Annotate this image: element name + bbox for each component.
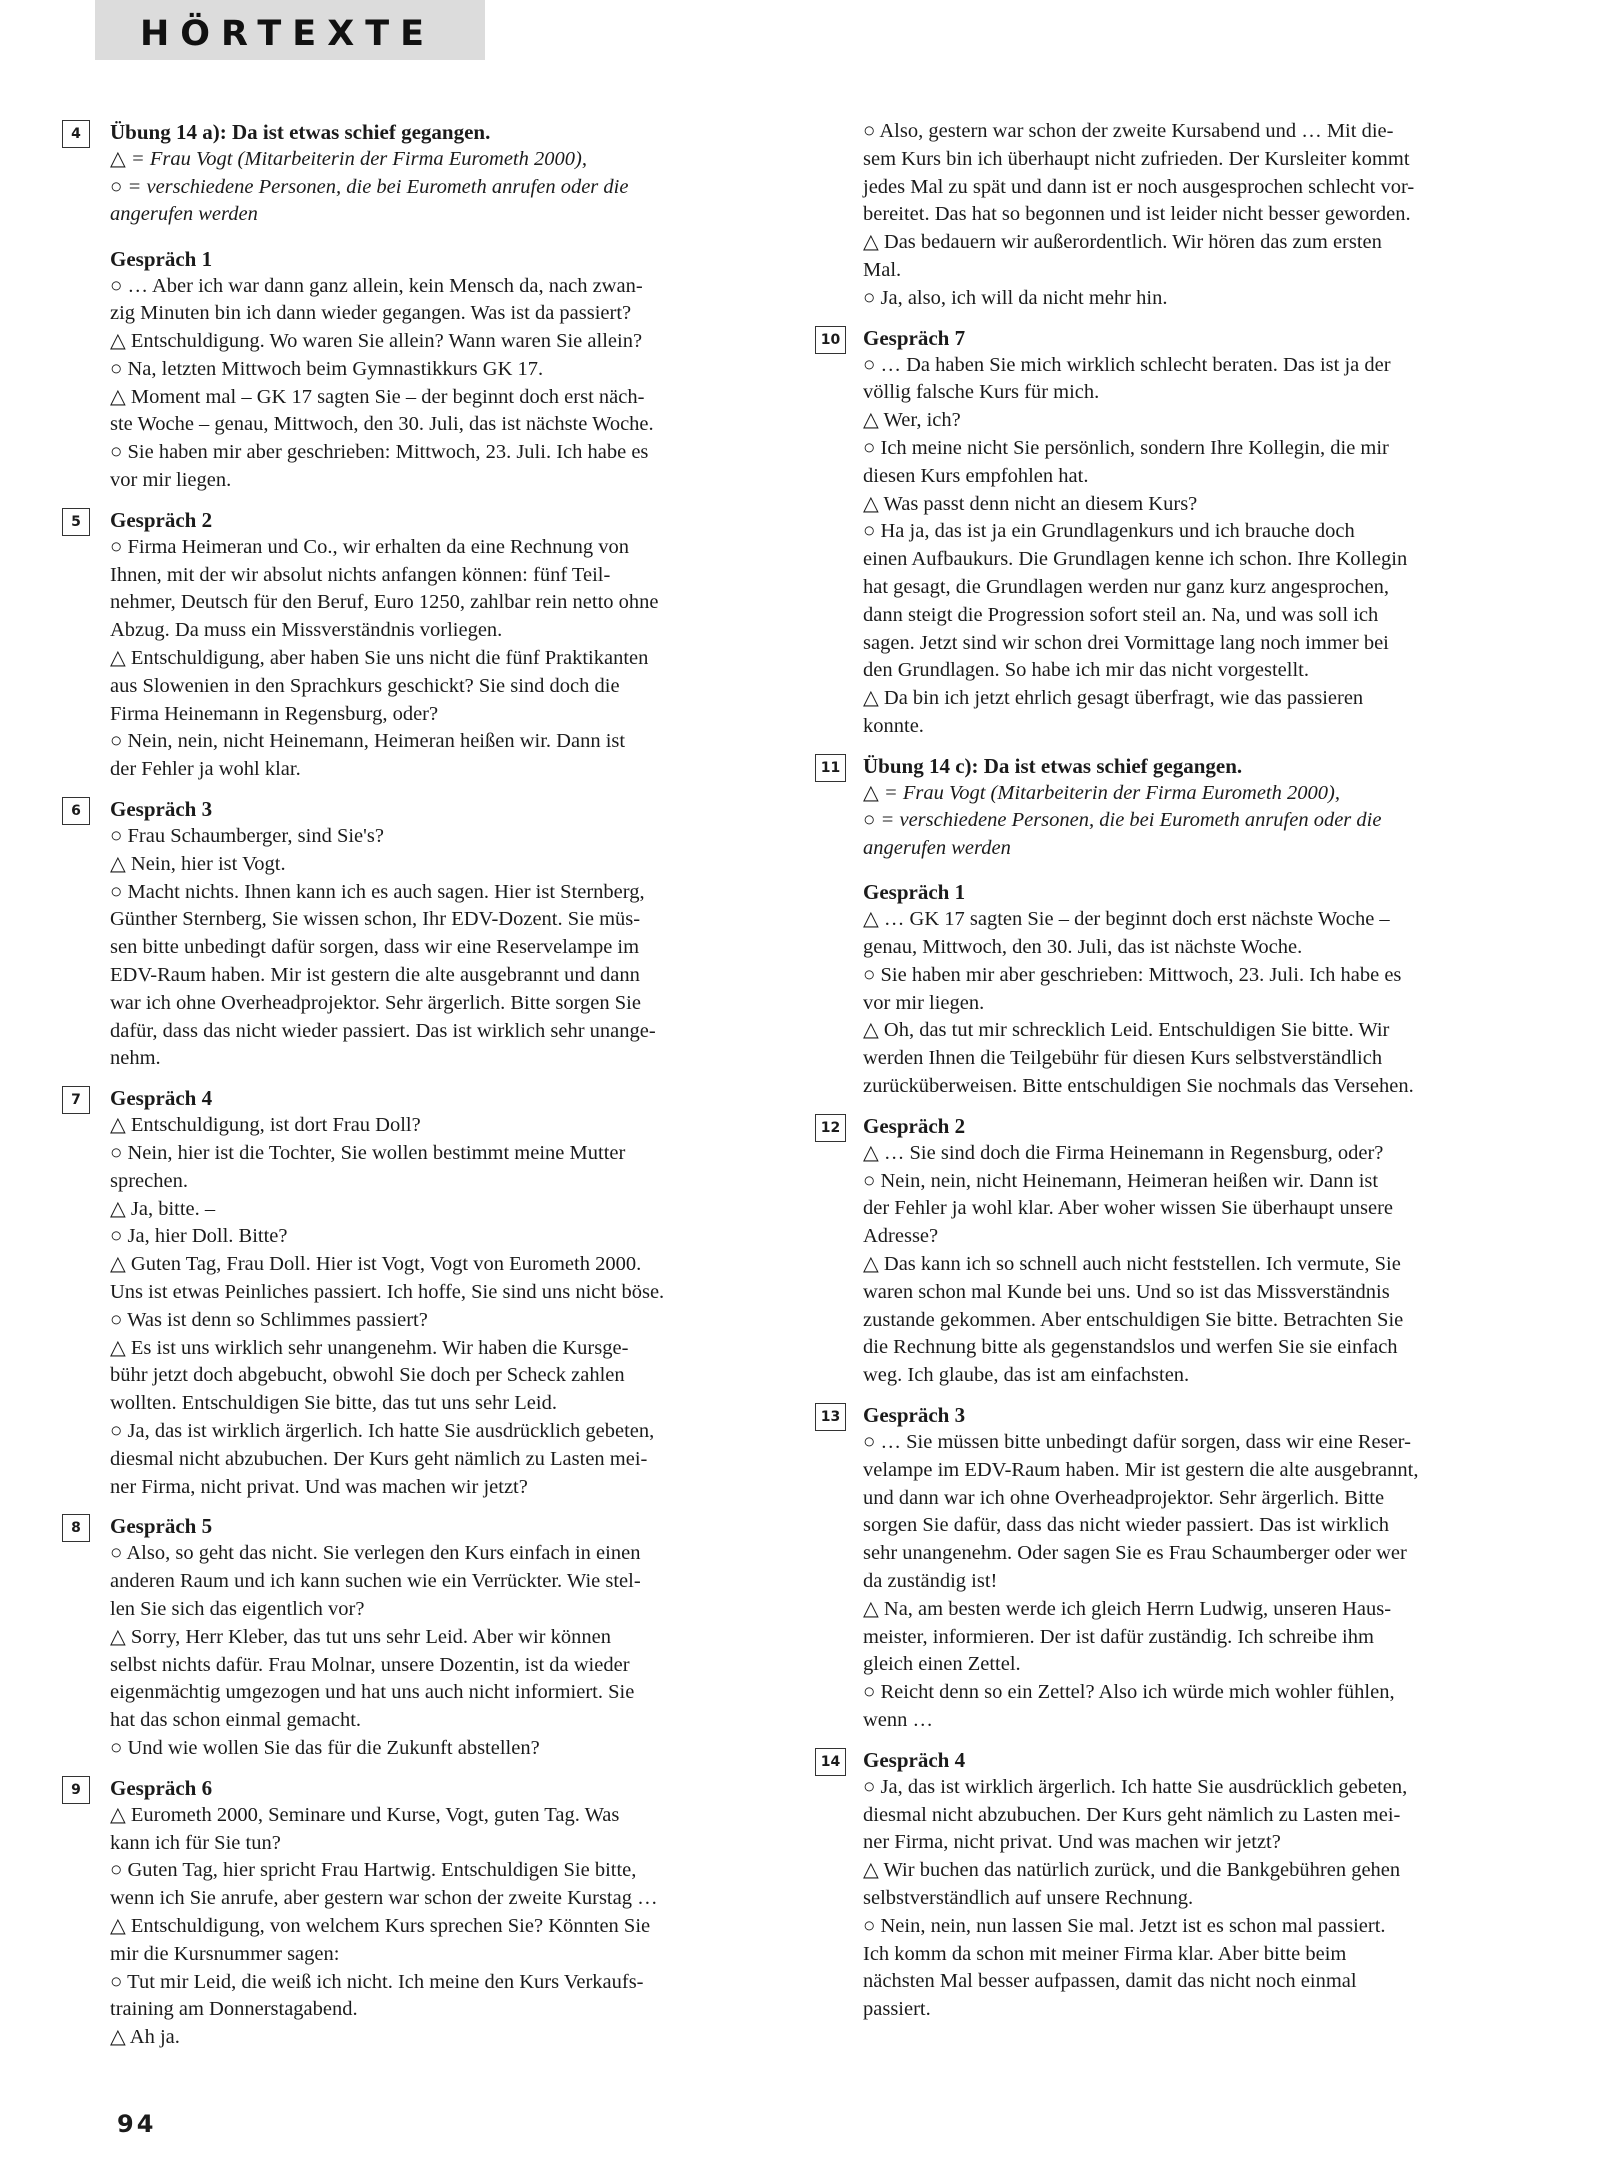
dialogue-line: ○ Nein, nein, nicht Heinemann, Heimeran heißen wir. Dann ist — [110, 730, 626, 753]
dialogue-line: △ Nein, hier ist Vogt. — [110, 852, 286, 875]
dialogue-line: velampe im EDV-Raum haben. Mir ist gestern die alte ausgebrannt, — [863, 1458, 1419, 1481]
block-title: Übung 14 c): Da ist etwas schief gegangen. — [863, 753, 1243, 778]
dialogue-line: einen Aufbaukurs. Die Grundlagen kenne ich schon. Ihre Kollegin — [863, 548, 1408, 571]
dialogue-line: konnte. — [863, 714, 924, 737]
dialogue-line: zig Minuten bin ich dann wieder gegangen. Was ist da passiert? — [110, 302, 632, 325]
dialogue-line: △ Es ist uns wirklich sehr unangenehm. Wir haben die Kursge- — [110, 1336, 629, 1359]
dialogue-line: △ Entschuldigung, ist dort Frau Doll? — [110, 1114, 421, 1137]
dialogue-line: Ich komm da schon mit meiner Firma klar. Aber bitte beim — [863, 1942, 1347, 1965]
dialogue-line: △ Ja, bitte. – — [110, 1197, 216, 1220]
dialogue-block — [815, 324, 1545, 741]
page-number: 94 — [117, 2110, 157, 2138]
dialogue-block — [62, 1084, 794, 1501]
dialogue-line: nehm. — [110, 1047, 161, 1070]
dialogue-line: △ Oh, das tut mir schrecklich Leid. Entschuldigen Sie bitte. Wir — [863, 1019, 1390, 1042]
dialogue-line: △ Wir buchen das natürlich zurück, und die Bankgebühren gehen — [863, 1859, 1401, 1882]
dialogue-line: Ihnen, mit der wir absolut nichts anfangen können: fünf Teil- — [110, 563, 611, 586]
dialogue-line: nächsten Mal besser aufpassen, damit das nicht noch einmal — [863, 1970, 1357, 1993]
dialogue-block — [62, 1512, 794, 1762]
legend-line: ○ = verschiedene Personen, die bei Eurometh anrufen oder die — [863, 809, 1382, 832]
dialogue-line: ○ … Sie müssen bitte unbedingt dafür sorgen, dass wir eine Reser- — [863, 1430, 1411, 1453]
dialogue-line: ○ Tut mir Leid, die weiß ich nicht. Ich meine den Kurs Verkaufs- — [110, 1970, 644, 1993]
dialogue-line: training am Donnerstagabend. — [110, 1998, 358, 2021]
dialogue-line: meister, informieren. Der ist dafür zuständig. Ich schreibe ihm — [863, 1625, 1374, 1648]
track-number: 13 — [815, 1403, 846, 1431]
block-title: Gespräch 6 — [110, 1775, 213, 1800]
dialogue-line: ○ Frau Schaumberger, sind Sie's? — [110, 825, 384, 848]
track-number: 10 — [815, 326, 846, 354]
dialogue-line: △ Entschuldigung, von welchem Kurs sprechen Sie? Könnten Sie — [110, 1914, 651, 1937]
dialogue-line: sem Kurs bin ich überhaupt nicht zufrieden. Der Kursleiter kommt — [863, 147, 1410, 170]
dialogue-line: ○ Macht nichts. Ihnen kann ich es auch sagen. Hier ist Sternberg, — [110, 880, 645, 903]
block-title: Gespräch 7 — [863, 325, 966, 350]
dialogue-line: △ Moment mal – GK 17 sagten Sie – der beginnt doch erst näch- — [110, 385, 645, 408]
dialogue-line: Uns ist etwas Peinliches passiert. Ich hoffe, Sie sind uns nicht böse. — [110, 1281, 665, 1303]
block-title: Gespräch 4 — [110, 1086, 213, 1111]
dialogue-line: △ Eurometh 2000, Seminare und Kurse, Vogt, guten Tag. Was — [110, 1803, 620, 1826]
dialogue-line: der Fehler ja wohl klar. — [110, 758, 301, 781]
dialogue-line: dafür, dass das nicht wieder passiert. Das ist wirklich sehr unange- — [110, 1019, 656, 1042]
dialogue-line: △ Wer, ich? — [863, 409, 961, 432]
dialogue-line: völlig falsche Kurs für mich. — [863, 381, 1100, 404]
dialogue-line: ○ Also, gestern war schon der zweite Kursabend und … Mit die- — [863, 120, 1394, 142]
dialogue-line: len Sie sich das eigentlich vor? — [110, 1597, 365, 1620]
dialogue-block — [815, 752, 1545, 1101]
track-number: 8 — [62, 1514, 90, 1542]
dialogue-line: diesmal nicht abzubuchen. Der Kurs geht nämlich zu Lasten mei- — [110, 1447, 648, 1470]
legend-line: △ = Frau Vogt (Mitarbeiterin der Firma Eurometh 2000), — [110, 148, 587, 170]
dialogue-line: da zuständig ist! — [863, 1569, 998, 1592]
dialogue-line: zustande gekommen. Aber entschuldigen Sie bitte. Betrachten Sie — [863, 1308, 1404, 1331]
dialogue-line: ner Firma, nicht privat. Und was machen wir jetzt? — [863, 1831, 1281, 1854]
dialogue-block — [62, 795, 794, 1073]
speaker-legend — [863, 780, 1545, 863]
dialogue-line: die Rechnung bitte als gegenstandslos und werfen Sie sie einfach — [863, 1336, 1398, 1359]
dialogue-line: Abzug. Da muss ein Missverständnis vorliegen. — [110, 619, 503, 642]
dialogue-line: EDV-Raum haben. Mir ist gestern die alte ausgebrannt und dann — [110, 964, 640, 987]
dialogue-line: ○ Nein, nein, nun lassen Sie mal. Jetzt ist es schon mal passiert. — [863, 1914, 1386, 1937]
dialogue-line: anderen Raum und ich kann suchen wie ein Verrückter. Wie stel- — [110, 1570, 641, 1593]
dialogue-line: sehr unangenehm. Oder sagen Sie es Frau Schaumberger oder wer — [863, 1542, 1407, 1565]
dialogue-line: ○ Nein, hier ist die Tochter, Sie wollen bestimmt meine Mutter — [110, 1142, 626, 1165]
dialogue-line: ○ Ja, das ist wirklich ärgerlich. Ich hatte Sie ausdrücklich gebeten, — [110, 1419, 655, 1442]
dialogue-line: Firma Heinemann in Regensburg, oder? — [110, 702, 439, 725]
dialogue-line: wenn … — [863, 1708, 934, 1731]
dialogue-line: selbst nichts dafür. Frau Molnar, unsere Dozentin, ist da wieder — [110, 1653, 630, 1676]
track-number: 11 — [815, 754, 846, 782]
dialogue-line: waren schon mal Kunde bei uns. Und so ist das Missverständnis — [863, 1280, 1390, 1303]
dialogue-block — [62, 1774, 794, 2052]
dialogue-line: bühr jetzt doch abgebucht, obwohl Sie doch per Scheck zahlen — [110, 1364, 625, 1387]
dialogue-line: △ Na, am besten werde ich gleich Herrn Ludwig, unseren Haus- — [863, 1597, 1392, 1620]
block-title: Gespräch 3 — [863, 1402, 966, 1427]
dialogue-line: △ Das bedauern wir außerordentlich. Wir hören das zum ersten — [863, 231, 1382, 254]
dialogue-line: ○ Und wie wollen Sie das für die Zukunft abstellen? — [110, 1736, 540, 1759]
dialogue-line: gleich einen Zettel. — [863, 1653, 1021, 1676]
dialogue-line: passiert. — [863, 1998, 931, 2021]
dialogue-line: sorgen Sie dafür, dass das nicht wieder passiert. Das ist wirklich — [863, 1514, 1389, 1537]
dialogue-line: sagen. Jetzt sind wir schon drei Vormittage lang noch immer bei — [863, 631, 1389, 654]
block-title: Gespräch 5 — [110, 1514, 213, 1539]
dialogue-line: △ Ah ja. — [110, 2026, 180, 2049]
dialogue-line: △ Was passt denn nicht an diesem Kurs? — [863, 492, 1198, 515]
dialogue-line: werden Ihnen die Teilgebühr für diesen Kurs selbstverständlich — [863, 1047, 1383, 1070]
dialogue-line: diesen Kurs empfohlen hat. — [863, 464, 1089, 487]
dialogue-line: ○ Sie haben mir aber geschrieben: Mittwoch, 23. Juli. Ich habe es — [110, 441, 649, 464]
dialogue-line: nehmer, Deutsch für den Beruf, Euro 1250, zahlbar rein netto ohne — [110, 591, 659, 614]
dialogue-block — [62, 506, 794, 784]
dialogue-line: ○ … Da haben Sie mich wirklich schlecht beraten. Das ist ja der — [863, 353, 1391, 376]
dialogue-line: den Grundlagen. So habe ich mir das nicht vorgestellt. — [863, 659, 1309, 682]
dialogue-line: ○ Guten Tag, hier spricht Frau Hartwig. Entschuldigen Sie bitte, — [110, 1859, 637, 1882]
dialogue-block — [815, 1746, 1545, 2024]
dialogue-line: Mal. — [863, 258, 902, 281]
dialogue-line: selbstverständlich auf unsere Rechnung. — [863, 1886, 1194, 1909]
dialogue-line: jedes Mal zu spät und dann ist er noch ausgesprochen schlecht vor- — [863, 175, 1415, 198]
block-subtitle: Gespräch 1 — [110, 246, 213, 271]
page-title: HÖRTEXTE — [140, 14, 435, 54]
track-number: 5 — [62, 508, 90, 536]
dialogue-line: der Fehler ja wohl klar. Aber woher wissen Sie überhaupt unsere — [863, 1197, 1394, 1220]
dialogue-line: wenn ich Sie anrufe, aber gestern war schon der zweite Kurstag … — [110, 1887, 658, 1910]
dialogue-block — [815, 1112, 1545, 1390]
track-number: 6 — [62, 797, 90, 825]
dialogue-line: sen bitte unbedingt dafür sorgen, dass wir eine Reservelampe im — [110, 936, 640, 959]
block-title: Gespräch 2 — [110, 507, 213, 532]
dialogue-line: ner Firma, nicht privat. Und was machen wir jetzt? — [110, 1475, 528, 1498]
dialogue-line: ○ Ich meine nicht Sie persönlich, sondern Ihre Kollegin, die mir — [863, 436, 1389, 459]
dialogue-line: und dann war ich ohne Overheadprojektor. Sehr ärgerlich. Bitte — [863, 1486, 1385, 1509]
speaker-legend — [110, 146, 794, 229]
dialogue-line: ○ … Aber ich war dann ganz allein, kein Mensch da, nach zwan- — [110, 274, 643, 297]
track-number: 9 — [62, 1776, 90, 1804]
track-number: 4 — [62, 120, 90, 148]
dialogue-line: ○ Reicht denn so ein Zettel? Also ich würde mich wohler fühlen, — [863, 1681, 1395, 1704]
dialogue-line: bereitet. Das hat so begonnen und ist leider nicht besser geworden. — [863, 203, 1411, 226]
dialogue-line: hat gesagt, die Grundlagen werden nur ganz kurz angesprochen, — [863, 575, 1389, 598]
track-number: 7 — [62, 1086, 90, 1114]
track-number: 14 — [815, 1748, 846, 1776]
dialogue-line: war ich ohne Overheadprojektor. Sehr ärgerlich. Bitte sorgen Sie — [110, 991, 641, 1014]
dialogue-line: △ Entschuldigung, aber haben Sie uns nicht die fünf Praktikanten — [110, 647, 649, 670]
dialogue-line: △ … GK 17 sagten Sie – der beginnt doch erst nächste Woche – — [863, 908, 1390, 931]
dialogue-line: △ … Sie sind doch die Firma Heinemann in Regensburg, oder? — [863, 1141, 1384, 1164]
dialogue-line: △ Das kann ich so schnell auch nicht feststellen. Ich vermute, Sie — [863, 1253, 1401, 1275]
dialogue-line: ○ Na, letzten Mittwoch beim Gymnastikkurs GK 17. — [110, 357, 544, 380]
dialogue-block — [815, 118, 1545, 313]
dialogue-line: aus Slowenien in den Sprachkurs geschickt? Sie sind doch die — [110, 674, 620, 697]
dialogue-line: vor mir liegen. — [863, 991, 985, 1014]
legend-line: ○ = verschiedene Personen, die bei Eurometh anrufen oder die — [110, 175, 629, 198]
dialogue-line: ○ Ja, das ist wirklich ärgerlich. Ich hatte Sie ausdrücklich gebeten, — [863, 1775, 1408, 1798]
dialogue-block — [62, 118, 794, 495]
block-title: Gespräch 3 — [110, 797, 213, 822]
left-column — [62, 118, 794, 2063]
dialogue-line: ○ Nein, nein, nicht Heinemann, Heimeran heißen wir. Dann ist — [863, 1169, 1379, 1192]
legend-line: angerufen werden — [863, 836, 1011, 859]
dialogue-line: dann steigt die Progression sofort steil an. Na, und was soll ich — [863, 603, 1379, 626]
dialogue-line: wollten. Entschuldigen Sie bitte, das tut uns sehr Leid. — [110, 1392, 557, 1415]
track-number: 12 — [815, 1114, 846, 1142]
dialogue-line: ○ Firma Heimeran und Co., wir erhalten da eine Rechnung von — [110, 535, 630, 558]
dialogue-line: zurücküberweisen. Bitte entschuldigen Sie nochmals das Versehen. — [863, 1075, 1414, 1098]
legend-line: △ = Frau Vogt (Mitarbeiterin der Firma Eurometh 2000), — [863, 781, 1340, 804]
dialogue-line: △ Guten Tag, Frau Doll. Hier ist Vogt, Vogt von Eurometh 2000. — [110, 1253, 642, 1276]
legend-line: angerufen werden — [110, 203, 258, 225]
dialogue-line: ○ Was ist denn so Schlimmes passiert? — [110, 1308, 428, 1331]
dialogue-line: ○ Sie haben mir aber geschrieben: Mittwoch, 23. Juli. Ich habe es — [863, 963, 1402, 986]
dialogue-line: Adresse? — [863, 1225, 939, 1248]
dialogue-block — [815, 1401, 1545, 1735]
block-title: Übung 14 a): Da ist etwas schief gegangen. — [110, 120, 491, 144]
dialogue-line: ○ Ja, hier Doll. Bitte? — [110, 1225, 288, 1248]
dialogue-line: mir die Kursnummer sagen: — [110, 1942, 340, 1965]
dialogue-line: ste Woche – genau, Mittwoch, den 30. Juli, das ist nächste Woche. — [110, 413, 654, 436]
dialogue-line: △ Da bin ich jetzt ehrlich gesagt überfragt, wie das passieren — [863, 687, 1364, 710]
block-subtitle: Gespräch 1 — [863, 880, 966, 905]
dialogue-line: diesmal nicht abzubuchen. Der Kurs geht nämlich zu Lasten mei- — [863, 1803, 1401, 1826]
dialogue-line: ○ Ha ja, das ist ja ein Grundlagenkurs und ich brauche doch — [863, 520, 1355, 543]
dialogue-line: eigenmächtig umgezogen und hat uns auch nicht informiert. Sie — [110, 1681, 635, 1704]
block-title: Gespräch 2 — [863, 1113, 966, 1138]
dialogue-line: sprechen. — [110, 1169, 188, 1192]
dialogue-line: ○ Ja, also, ich will da nicht mehr hin. — [863, 286, 1168, 309]
block-title: Gespräch 4 — [863, 1747, 966, 1772]
dialogue-line: Günther Sternberg, Sie wissen schon, Ihr EDV-Dozent. Sie müs- — [110, 908, 641, 931]
dialogue-line: genau, Mittwoch, den 30. Juli, das ist nächste Woche. — [863, 936, 1303, 959]
dialogue-line: kann ich für Sie tun? — [110, 1831, 281, 1854]
right-column — [815, 118, 1545, 2035]
dialogue-line: hat das schon einmal gemacht. — [110, 1709, 362, 1732]
dialogue-line: weg. Ich glaube, das ist am einfachsten. — [863, 1364, 1190, 1387]
dialogue-line: ○ Also, so geht das nicht. Sie verlegen den Kurs einfach in einen — [110, 1542, 641, 1565]
dialogue-line: △ Entschuldigung. Wo waren Sie allein? Wann waren Sie allein? — [110, 330, 643, 353]
dialogue-line: △ Sorry, Herr Kleber, das tut uns sehr Leid. Aber wir können — [110, 1625, 611, 1648]
dialogue-line: vor mir liegen. — [110, 469, 232, 492]
